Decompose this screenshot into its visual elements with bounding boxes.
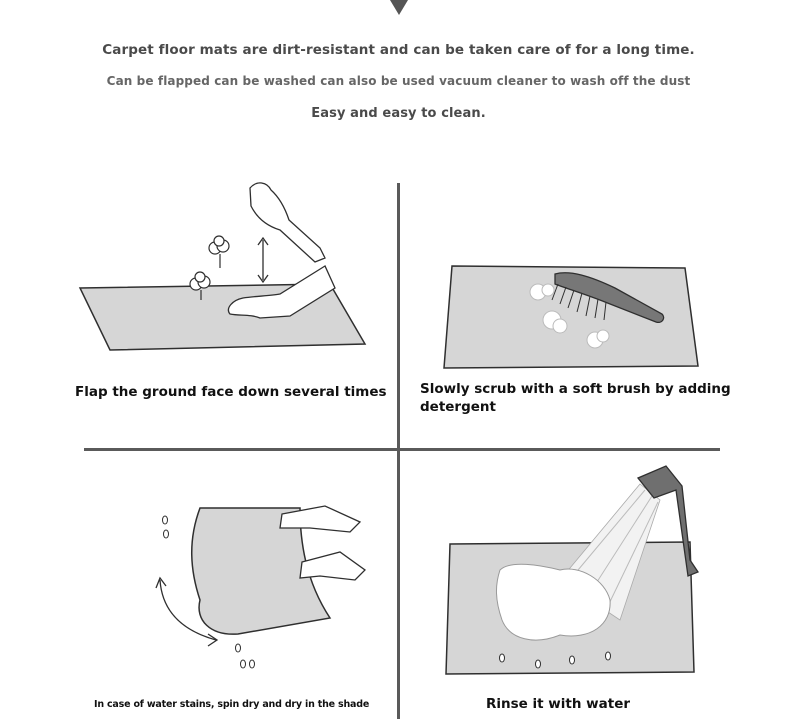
step-2-caption: Slowly scrub with a soft brush by adding detergent: [420, 381, 731, 415]
headline-line-2: Can be flapped can be washed can also be used vacuum cleaner to wash off the dust: [106, 74, 691, 88]
horizontal-divider: [84, 448, 720, 451]
step-1-caption: Flap the ground face down several times: [75, 384, 387, 400]
brush-scrubbing-mat-icon: [440, 262, 710, 377]
headline-line-1: Carpet floor mats are dirt-resistant and can be taken care of for a long time.: [102, 42, 695, 58]
headline-line-3: Easy and easy to clean.: [311, 106, 486, 121]
down-arrow-icon: [390, 0, 408, 16]
vertical-divider: [397, 183, 400, 719]
hand-flapping-mat-icon: [75, 178, 375, 358]
step-3-caption: In case of water stains, spin dry and dry in the shade: [94, 699, 370, 710]
step-4-caption: Rinse it with water: [486, 696, 631, 712]
shower-rinsing-mat-icon: [440, 460, 720, 680]
hands-shaking-mat-icon: [150, 500, 370, 670]
